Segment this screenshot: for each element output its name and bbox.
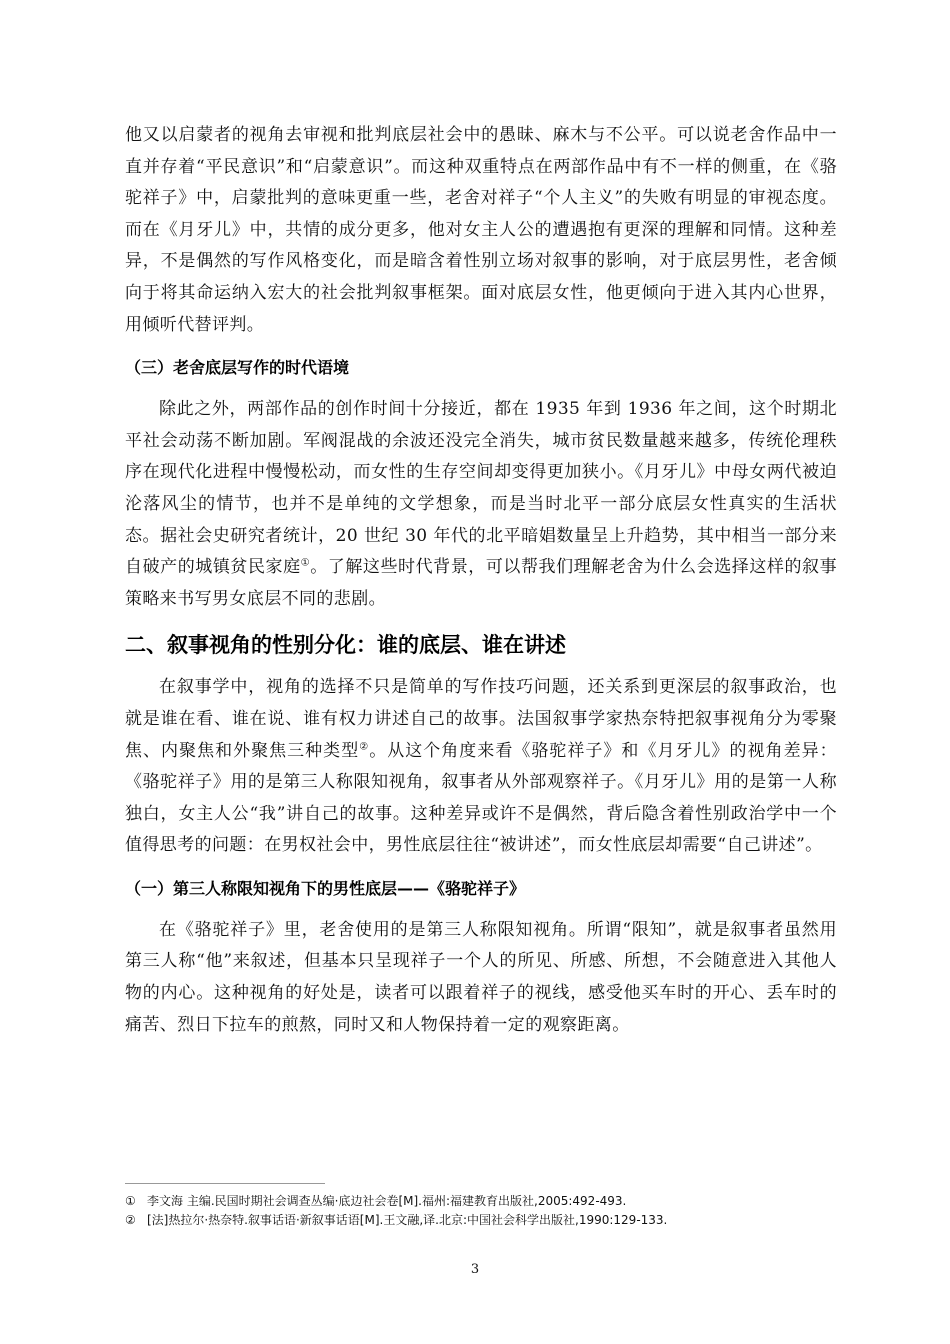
page-body (125, 120, 837, 1041)
footnote-1 (125, 1192, 837, 1211)
paragraph-narratology (125, 672, 837, 862)
paragraph-text: 。了解这些时代背景，可以帮我们理解老舍为什么会选择这样的叙事策略来书写男女底层不同的悲剧。 (125, 557, 837, 609)
footnote-text: [法]热拉尔·热奈特.叙事话语·新叙事话语[M].王文融,译.北京:中国社会科学出版社,1990:129-133. (147, 1213, 668, 1227)
paragraph-text: 除此之外，两部作品的创作时间十分接近，都在 1935 年到 1936 年之间，这个时期北平社会动荡不断加剧。军阀混战的余波还没完全消失，城市贫民数量越来越多，传统伦理秩序在现代化进程中慢慢松动，而女性的生存空间却变得更加狭小。《月牙儿》中母女两代被迫沦落风尘的情节，也并不是单纯的文学想象，而是当时北平一部分底层女性真实的生活状态。据社会史研究者统计，20 世纪 30 年代的北平暗娼数量呈上升趋势，其中相当一部分来自破产的城镇贫民家庭 (125, 399, 837, 578)
paragraph-text: 。从这个角度来看《骆驼祥子》和《月牙儿》的视角差异：《骆驼祥子》用的是第三人称限知视角，叙事者从外部观察祥子。《月牙儿》用的是第一人称独白，女主人公“我”讲自己的故事。这种差异或许不是偶然，背后隐含着性别政治学中一个值得思考的问题：在男权社会中，男性底层往往“被讲述”，而女性底层却需要“自己讲述”。 (125, 740, 837, 856)
section-heading-narrative-perspective: 二、叙事视角的性别分化：谁的底层、谁在讲述 (125, 633, 566, 658)
footnote-ref-1[interactable]: ① (300, 557, 311, 569)
subheading-third-person: （一）第三人称限知视角下的男性底层——《骆驼祥子》 (125, 878, 526, 898)
paragraph-continuation: 他又以启蒙者的视角去审视和批判底层社会中的愚昧、麻木与不公平。可以说老舍作品中一直并存着“平民意识”和“启蒙意识”。而这种双重特点在两部作品中有不一样的侧重，在《骆驼祥子》中，启蒙批判的意味更重一些，老舍对祥子“个人主义”的失败有明显的审视态度。而在《月牙儿》中，共情的成分更多，他对女主人公的遭遇抱有更深的理解和同情。这种差异，不是偶然的写作风格变化，而是暗含着性别立场对叙事的影响，对于底层男性，老舍倾向于将其命运纳入宏大的社会批判叙事框架。面对底层女性，他更倾向于进入其内心世界，用倾听代替评判。 (125, 125, 837, 335)
page-number: 3 (470, 1262, 480, 1277)
footnote-text: 李文海 主编.民国时期社会调查丛编·底边社会卷[M].福州:福建教育出版社,2005:492-493. (147, 1194, 627, 1208)
footnote-separator (125, 1183, 325, 1184)
footnote-mark: ② (125, 1213, 136, 1227)
footnote-mark: ① (125, 1194, 136, 1208)
paragraph-camel-xiangzi: 在《骆驼祥子》里，老舍使用的是第三人称限知视角。所谓“限知”，就是叙事者虽然用第三人称“他”来叙述，但基本只呈现祥子一个人的所见、所感、所想，不会随意进入其他人物的内心。这种视角的好处是，读者可以跟着祥子的视线，感受他买车时的开心、丢车时的痛苦、烈日下拉车的煎熬，同时又和人物保持着一定的观察距离。 (125, 919, 837, 1035)
footnote-2 (125, 1211, 837, 1230)
footnote-ref-2[interactable]: ② (359, 740, 370, 752)
subheading-era-context: （三）老舍底层写作的时代语境 (125, 358, 350, 378)
footnotes (125, 1192, 837, 1230)
paragraph-text: 在叙事学中，视角的选择不只是简单的写作技巧问题，还关系到更深层的叙事政治，也就是谁在看、谁在说、谁有权力讲述自己的故事。法国叙事学家热奈特把叙事视角分为零聚焦、内聚焦和外聚焦三种类型 (125, 677, 837, 761)
paragraph-era-context (125, 394, 837, 615)
